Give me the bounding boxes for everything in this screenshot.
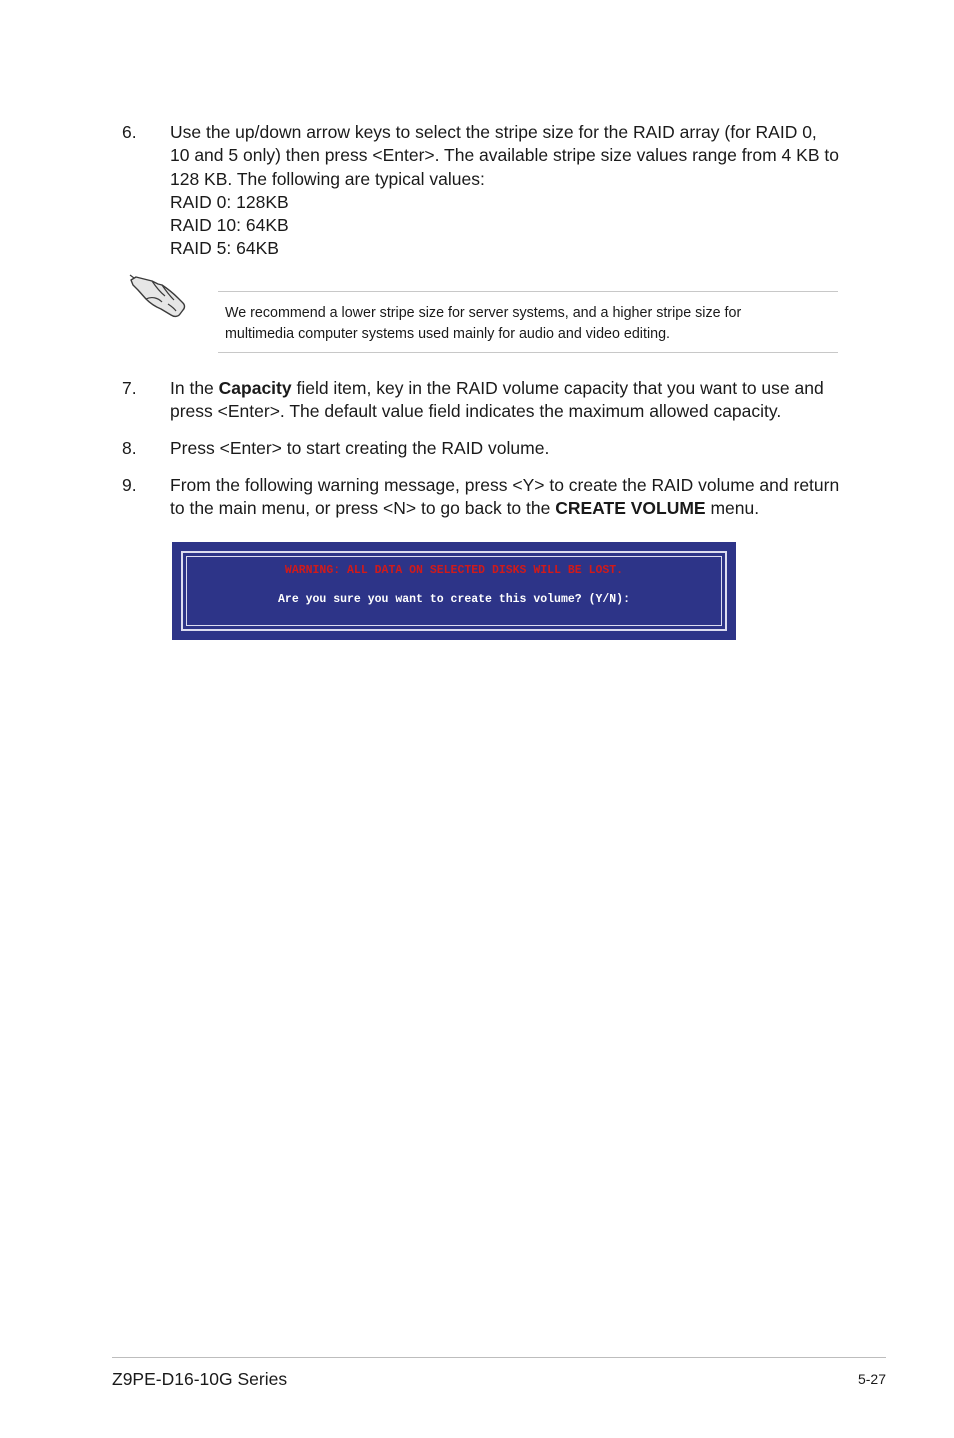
step-body bbox=[170, 437, 842, 460]
step-body bbox=[170, 474, 842, 521]
note-box bbox=[218, 291, 838, 353]
step-body bbox=[170, 377, 842, 424]
confirm-prompt: Are you sure you want to create this volume? (Y/N): bbox=[278, 593, 630, 606]
step-text: menu. bbox=[705, 498, 760, 519]
raid5-value: RAID 5: 64KB bbox=[170, 238, 279, 259]
dialog-frame bbox=[181, 551, 727, 631]
pointing-hand-icon bbox=[128, 274, 188, 320]
create-volume-label: CREATE VOLUME bbox=[555, 498, 706, 519]
step-number: 8. bbox=[122, 438, 137, 458]
step-number: 7. bbox=[122, 378, 137, 398]
capacity-label: Capacity bbox=[218, 378, 292, 398]
step-text-line: press <Enter>. The default value field indicates the maximum allowed capacity. bbox=[170, 401, 782, 422]
step-text: to the main menu, or press <N> to go back to the bbox=[170, 498, 556, 519]
note-line: We recommend a lower stripe size for server systems, and a higher stripe size for bbox=[225, 305, 742, 321]
step-text-line: 10 and 5 only) then press <Enter>. The available stripe size values range from 4 KB to bbox=[170, 145, 839, 166]
raid0-value: RAID 0: 128KB bbox=[170, 191, 289, 212]
step-text-line: Press <Enter> to start creating the RAID volume. bbox=[170, 438, 550, 458]
footer-divider bbox=[112, 1357, 886, 1358]
note-text bbox=[225, 303, 741, 344]
step-number: 6. bbox=[122, 122, 137, 142]
warning-message: WARNING: ALL DATA ON SELECTED DISKS WILL BE LOST. bbox=[284, 564, 624, 577]
step-text-line: From the following warning message, press <Y> to create the RAID volume and return bbox=[170, 475, 840, 495]
bios-warning-dialog bbox=[172, 542, 736, 640]
step-6 bbox=[122, 121, 842, 261]
step-number: 9. bbox=[122, 475, 137, 495]
step-text-line bbox=[170, 497, 842, 520]
step-text: field item, key in the RAID volume capacity that you want to use and bbox=[291, 378, 824, 398]
step-9 bbox=[122, 474, 842, 521]
note-callout bbox=[128, 274, 838, 354]
step-8 bbox=[122, 437, 842, 460]
page-number: 5-27 bbox=[857, 1371, 886, 1387]
footer-series: Z9PE-D16-10G Series bbox=[112, 1369, 288, 1389]
step-text-line: Use the up/down arrow keys to select the stripe size for the RAID array (for RAID 0, bbox=[170, 122, 817, 142]
note-line: multimedia computer systems used mainly for audio and video editing. bbox=[225, 325, 671, 342]
step-text: In the bbox=[170, 378, 219, 398]
step-text-line bbox=[170, 377, 842, 400]
raid10-value: RAID 10: 64KB bbox=[170, 215, 289, 236]
step-7 bbox=[122, 377, 842, 424]
step-text-line: 128 KB. The following are typical values: bbox=[170, 168, 485, 189]
step-body bbox=[170, 121, 842, 261]
